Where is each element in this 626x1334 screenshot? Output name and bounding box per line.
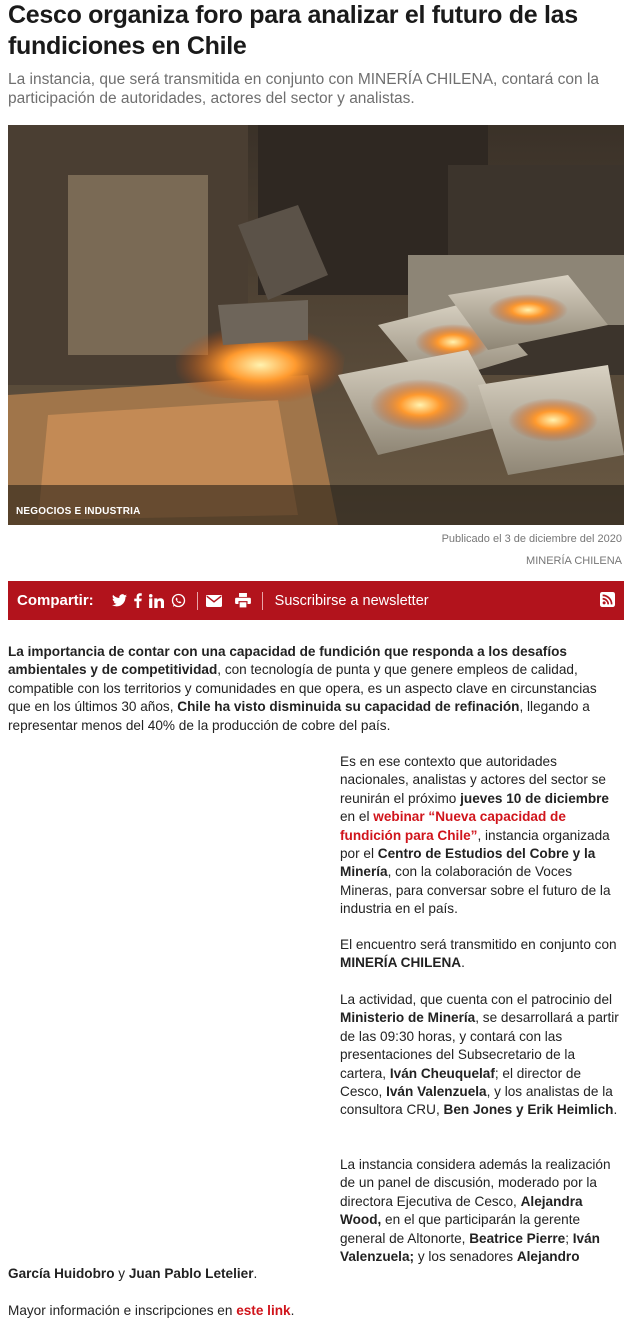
p5-text-5: y xyxy=(114,1266,129,1281)
publish-date: Publicado el 3 de diciembre del 2020 xyxy=(441,533,622,545)
p2-text-2: en el xyxy=(340,809,374,825)
p2-text-4: , con la colaboración de Voces Mineras, para conversar sobre el futuro de la industria en el país. xyxy=(340,864,611,917)
newsletter-link[interactable]: Suscribirse a newsletter xyxy=(274,592,429,609)
rss-icon[interactable] xyxy=(600,592,615,612)
p4-bold-4: Ben Jones y Erik Heimlich xyxy=(443,1102,614,1118)
p5-text-1: La instancia considera además la realización de un panel de discusión, moderado por la directora Ejecutiva de Cesco, xyxy=(340,1157,611,1209)
p5-text-2: en el que participarán la gerente general de Altonorte, xyxy=(340,1212,581,1246)
article-subtitle: La instancia, que será transmitida en conjunto con MINERÍA CHILENA, contará con la participación de autoridades, actores del sector y analistas. xyxy=(8,71,600,107)
p6-text-1: Mayor información e inscripciones en xyxy=(8,1303,237,1318)
article-paragraph-4 xyxy=(340,991,622,1120)
webinar-link[interactable]: webinar “Nueva capacidad de fundición para Chile” xyxy=(340,809,566,843)
p4-text-5: . xyxy=(613,1102,618,1118)
p5-bold-5: García Huidobro xyxy=(8,1266,115,1281)
p5-text-6: . xyxy=(253,1266,258,1281)
p5-text-4: y los senadores xyxy=(414,1249,517,1265)
p4-bold-3: Iván Valenzuela xyxy=(386,1084,487,1100)
p4-text-2: , se desarrollará a partir de las 09:30 horas, y contará con las presentaciones del Subsecretario de la cartera, xyxy=(340,1010,619,1081)
linkedin-icon[interactable] xyxy=(149,591,164,611)
p2-text-1: Es en ese contexto que autoridades nacionales, analistas y actores del sector se reunirán el próximo xyxy=(340,754,606,806)
p3-text-1: El encuentro será transmitido en conjunto con xyxy=(340,937,617,952)
p1-text-1: , con tecnología de punta y que genere empleos de calidad, compatible con los territorios y comunidades en que opera, es un aspecto clave en circunstancias que en los últimos 30 años, xyxy=(8,662,597,715)
article-paragraph-6 xyxy=(8,1302,622,1320)
whatsapp-icon[interactable] xyxy=(171,591,186,611)
p4-text-4: , y los analistas de la consultora CRU, xyxy=(340,1084,613,1118)
share-bar xyxy=(8,581,624,620)
p3-text-2: . xyxy=(461,955,465,971)
publish-source: MINERÍA CHILENA xyxy=(526,555,622,567)
p1-bold-1: La importancia de contar con una capacidad de fundición que responda a los desafíos ambientales y de competitividad xyxy=(8,644,567,678)
p4-text-3: ; el director de Cesco, xyxy=(340,1065,582,1100)
article-paragraph-1 xyxy=(8,643,622,735)
p5-bold-3: Iván Valenzuela; xyxy=(340,1230,600,1265)
p5-bold-1: Alejandra Wood, xyxy=(340,1193,583,1228)
facebook-icon[interactable] xyxy=(134,591,142,611)
article-paragraph-5 xyxy=(340,1156,622,1266)
share-label: Compartir: xyxy=(17,592,94,609)
article-title: Cesco organiza foro para analizar el futuro de las fundiciones en Chile xyxy=(8,1,578,60)
share-divider xyxy=(262,592,263,610)
p1-bold-2: Chile ha visto disminuida su capacidad de refinación xyxy=(177,699,520,715)
hero-image xyxy=(8,125,624,525)
p5-text-3: ; xyxy=(565,1230,573,1246)
registration-link[interactable]: este link xyxy=(236,1303,291,1318)
p5-bold-6: Juan Pablo Letelier xyxy=(128,1266,254,1281)
p4-text-1: La actividad, que cuenta con el patrocinio del xyxy=(340,992,613,1007)
share-divider xyxy=(197,592,198,610)
p4-bold-1: Ministerio de Minería xyxy=(340,1010,476,1026)
email-icon[interactable] xyxy=(206,591,222,611)
print-icon[interactable] xyxy=(235,591,251,611)
p5-bold-2: Beatrice Pierre xyxy=(469,1230,566,1246)
p4-bold-2: Iván Cheuquelaf xyxy=(389,1065,495,1081)
category-label[interactable]: NEGOCIOS E INDUSTRIA xyxy=(16,506,141,517)
p2-text-3: , instancia organizada por el xyxy=(340,827,610,862)
p6-text-2: . xyxy=(290,1303,295,1318)
smelter-photo xyxy=(8,125,624,525)
twitter-icon[interactable] xyxy=(112,591,127,611)
article-paragraph-3 xyxy=(340,936,622,973)
p2-bold-cesco: Centro de Estudios del Cobre y la Minería xyxy=(340,846,596,880)
p1-text-2: , llegando a representar menos del 40% de la producción de cobre del país. xyxy=(8,699,590,733)
article-paragraph-2 xyxy=(340,753,622,919)
p3-bold-1: MINERÍA CHILENA xyxy=(340,955,462,971)
p2-bold-date: jueves 10 de diciembre xyxy=(460,790,609,806)
p5-bold-4: Alejandro xyxy=(516,1249,580,1265)
article-paragraph-5-continued xyxy=(8,1265,622,1283)
